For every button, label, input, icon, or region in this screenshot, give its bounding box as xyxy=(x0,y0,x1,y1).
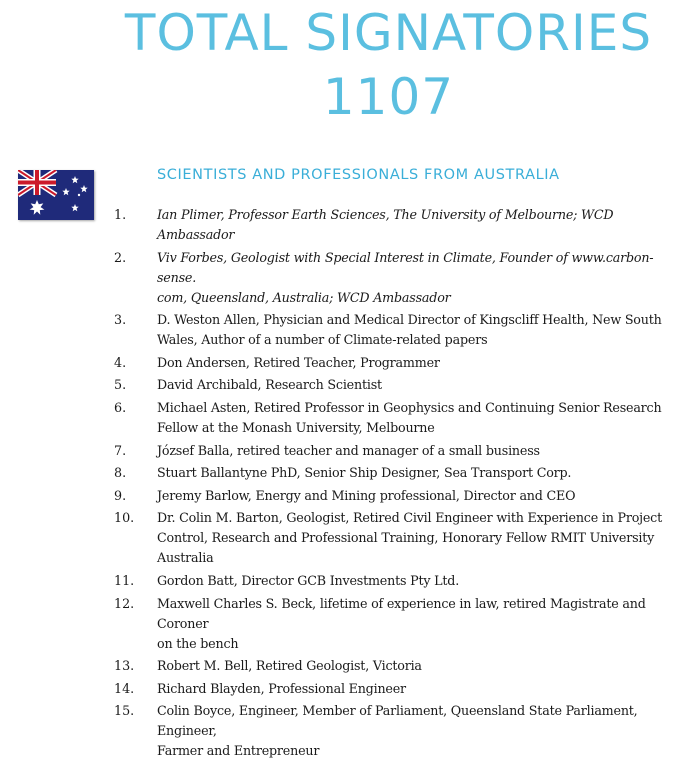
page-title: TOTAL SIGNATORIES xyxy=(124,4,653,62)
item-number: 2. xyxy=(114,249,127,265)
item-number: 6. xyxy=(114,399,127,415)
signatory-text: Robert M. Bell, Retired Geologist, Victoria xyxy=(157,658,422,674)
list-item xyxy=(0,398,698,438)
list-item xyxy=(0,463,698,483)
section-heading: SCIENTISTS AND PROFESSIONALS FROM AUSTRALIA xyxy=(157,167,560,183)
item-number: 3. xyxy=(114,312,127,328)
item-number: 8. xyxy=(114,465,127,481)
list-item xyxy=(0,594,698,654)
list-item xyxy=(0,701,698,761)
signatory-text: Dr. Colin M. Barton, Geologist, Retired Civil Engineer with Experience in Project Control, Research and Professional Training, Honorary Fellow RMIT University Australia xyxy=(157,510,662,566)
signatory-text: Michael Asten, Retired Professor in Geophysics and Continuing Senior Research Fellow at the Monash University, Melbourne xyxy=(157,399,662,435)
signatory-text: Don Andersen, Retired Teacher, Programmer xyxy=(157,354,440,370)
list-item xyxy=(0,310,698,350)
item-number: 7. xyxy=(114,442,127,458)
list-item xyxy=(0,375,698,395)
list-item xyxy=(0,508,698,568)
signatory-count: 1107 xyxy=(322,68,455,126)
item-number: 12. xyxy=(114,595,135,611)
signatory-text: Stuart Ballantyne PhD, Senior Ship Designer, Sea Transport Corp. xyxy=(157,465,572,481)
signatory-text: Viv Forbes, Geologist with Special Interest in Climate, Founder of www.carbon-sense. com, Queensland, Australia; WCD Ambassador xyxy=(157,249,654,305)
signatory-list xyxy=(0,205,698,764)
item-number: 11. xyxy=(114,572,135,588)
signatory-text: Ian Plimer, Professor Earth Sciences, The University of Melbourne; WCD Ambassador xyxy=(157,207,614,242)
item-number: 9. xyxy=(114,487,127,503)
item-number: 15. xyxy=(114,703,135,719)
signatory-text: Colin Boyce, Engineer, Member of Parliament, Queensland State Parliament, Engineer, Farmer and Entrepreneur xyxy=(157,703,638,759)
item-number: 1. xyxy=(114,207,127,222)
signatory-text: David Archibald, Research Scientist xyxy=(157,377,382,393)
list-item xyxy=(0,205,698,245)
signatory-text: József Balla, retired teacher and manager of a small business xyxy=(157,442,540,458)
signatory-text: Maxwell Charles S. Beck, lifetime of experience in law, retired Magistrate and Coroner on the bench xyxy=(157,595,646,651)
list-item xyxy=(0,679,698,699)
signatory-text: Jeremy Barlow, Energy and Mining professional, Director and CEO xyxy=(157,487,576,503)
item-number: 5. xyxy=(114,377,127,393)
list-item xyxy=(0,248,698,308)
signatory-text: D. Weston Allen, Physician and Medical Director of Kingscliff Health, New South Wales, Author of a number of Climate-related papers xyxy=(157,312,662,348)
list-item xyxy=(0,656,698,676)
signatory-text: Richard Blayden, Professional Engineer xyxy=(157,680,406,696)
item-number: 14. xyxy=(114,680,135,696)
list-item xyxy=(0,486,698,506)
list-item xyxy=(0,441,698,461)
item-number: 13. xyxy=(114,658,135,674)
item-number: 4. xyxy=(114,354,127,370)
signatory-text: Gordon Batt, Director GCB Investments Pty Ltd. xyxy=(157,572,460,588)
list-item xyxy=(0,571,698,591)
list-item xyxy=(0,353,698,373)
item-number: 10. xyxy=(114,510,135,526)
